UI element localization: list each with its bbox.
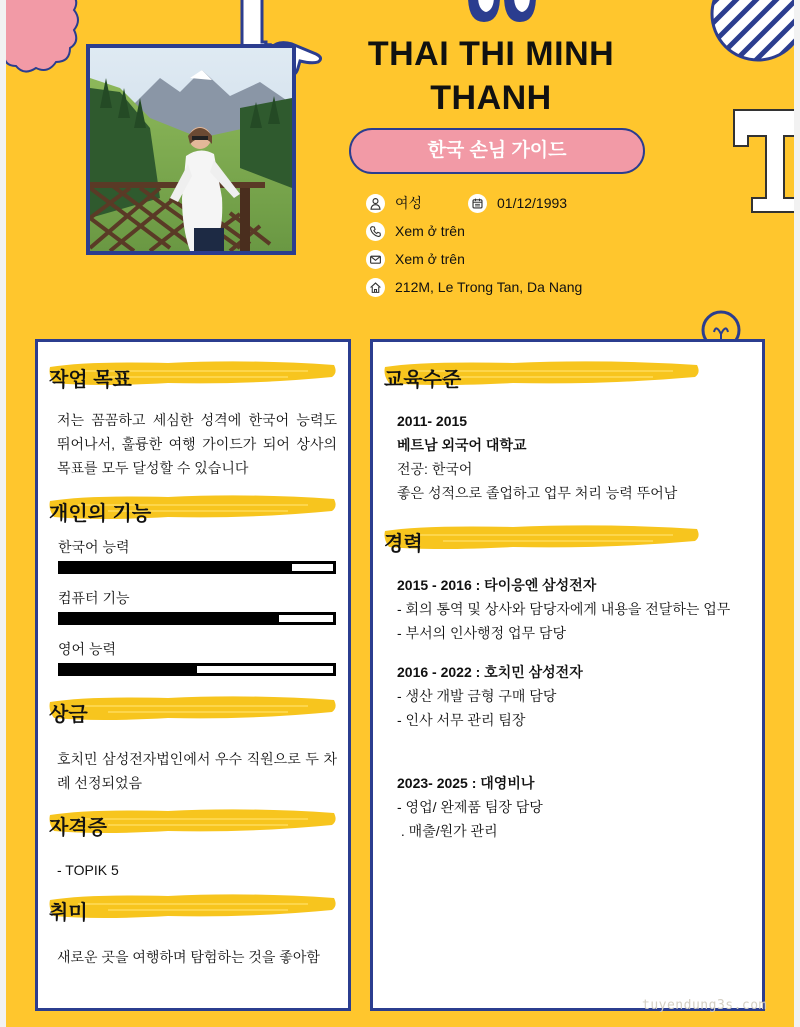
job-duty: - 인사 서무 관리 팀장	[397, 712, 526, 728]
job-title-badge: 한국 손님 가이드	[349, 128, 645, 174]
objective-text: 저는 꼼꼼하고 세심한 성격에 한국어 능력도 뛰어나서, 훌륭한 여행 가이드가 되어 상사의 목표를 모두 달성할 수 있습니다	[57, 412, 337, 476]
skill-bar	[58, 612, 336, 625]
job-duty: . 매출/원가 관리	[397, 823, 498, 839]
awards-title: 상금	[49, 704, 88, 726]
certificates-heading	[48, 805, 338, 839]
hobbies-text: 새로운 곳을 여행하며 탐험하는 것을 좋아함	[57, 949, 320, 965]
letter-t-decoration	[730, 102, 794, 214]
skill-fill	[61, 564, 292, 571]
hobbies-heading	[48, 890, 338, 924]
job-title: 2016 - 2022 : 호치민 삼성전자	[397, 664, 583, 680]
skill-label: 컴퓨터 기능	[58, 590, 130, 606]
phone-icon	[366, 222, 385, 241]
brush-stroke	[48, 890, 338, 924]
watermark: tuyendung3s.com	[642, 998, 767, 1013]
job-duty: - 부서의 인사행정 업무 담당	[397, 625, 566, 641]
brush-stroke	[48, 692, 338, 726]
gender-value: 여성	[395, 195, 423, 211]
certificates-text: - TOPIK 5	[57, 862, 119, 878]
hobbies-title: 취미	[49, 902, 88, 924]
skills-heading	[48, 491, 338, 525]
job-title: 2015 - 2016 : 타이응엔 삼성전자	[397, 577, 597, 593]
address-value: 212M, Le Trong Tan, Da Nang	[395, 279, 583, 295]
eyes-icon	[464, 0, 540, 26]
skill-bar	[58, 663, 336, 676]
education-school: 베트남 외국어 대학교	[397, 437, 527, 453]
mail-icon	[366, 250, 385, 269]
education-heading	[383, 357, 701, 391]
experience-title: 경력	[384, 533, 423, 555]
profile-photo	[86, 44, 296, 255]
skills-title: 개인의 기능	[49, 503, 152, 525]
job-duty: - 영업/ 완제품 팀장 담당	[397, 799, 543, 815]
certificates-title: 자격증	[49, 817, 107, 839]
right-column-card	[370, 339, 765, 1011]
experience-heading	[383, 521, 701, 555]
phone-row	[366, 219, 465, 243]
job-duty: - 생산 개발 금형 구매 담당	[397, 688, 557, 704]
user-icon	[366, 194, 385, 213]
name-line-1: THAI THI MINH	[367, 35, 615, 73]
resume-page	[6, 0, 794, 1027]
objective-heading	[48, 357, 338, 391]
education-period: 2011- 2015	[397, 413, 468, 429]
name-line-2: THANH	[430, 79, 552, 117]
scallop-decoration	[6, 0, 80, 76]
job-title: 2023- 2025 : 대영비나	[397, 775, 535, 791]
birthdate-value: 01/12/1993	[497, 195, 568, 211]
home-icon	[366, 278, 385, 297]
calendar-icon	[468, 194, 487, 213]
skill-fill	[61, 615, 279, 622]
brush-stroke	[383, 521, 701, 555]
birthdate-row	[468, 191, 567, 215]
job-duty: - 회의 통역 및 상사와 담당자에게 내용을 전달하는 업무	[397, 601, 731, 617]
striped-circle-decoration	[706, 0, 794, 66]
skill-bar	[58, 561, 336, 574]
phone-value: Xem ở trên	[395, 223, 465, 239]
left-column-card	[35, 339, 351, 1011]
skill-fill	[61, 666, 197, 673]
address-row	[366, 275, 582, 299]
email-value: Xem ở trên	[395, 251, 465, 267]
awards-text: 호치민 삼성전자법인에서 우수 직원으로 두 차례 선정되었음	[57, 751, 337, 791]
gender-row	[366, 191, 422, 215]
education-note: 좋은 성적으로 졸업하고 업무 처리 능력 뚜어남	[397, 485, 678, 501]
skill-label: 영어 능력	[58, 641, 116, 657]
skill-label: 한국어 능력	[58, 539, 130, 555]
candidate-name	[346, 32, 636, 120]
education-title: 교육수준	[384, 369, 462, 391]
education-major: 전공: 한국어	[397, 461, 473, 477]
awards-heading	[48, 692, 338, 726]
email-row	[366, 247, 465, 271]
objective-title: 작업 목표	[49, 369, 132, 391]
